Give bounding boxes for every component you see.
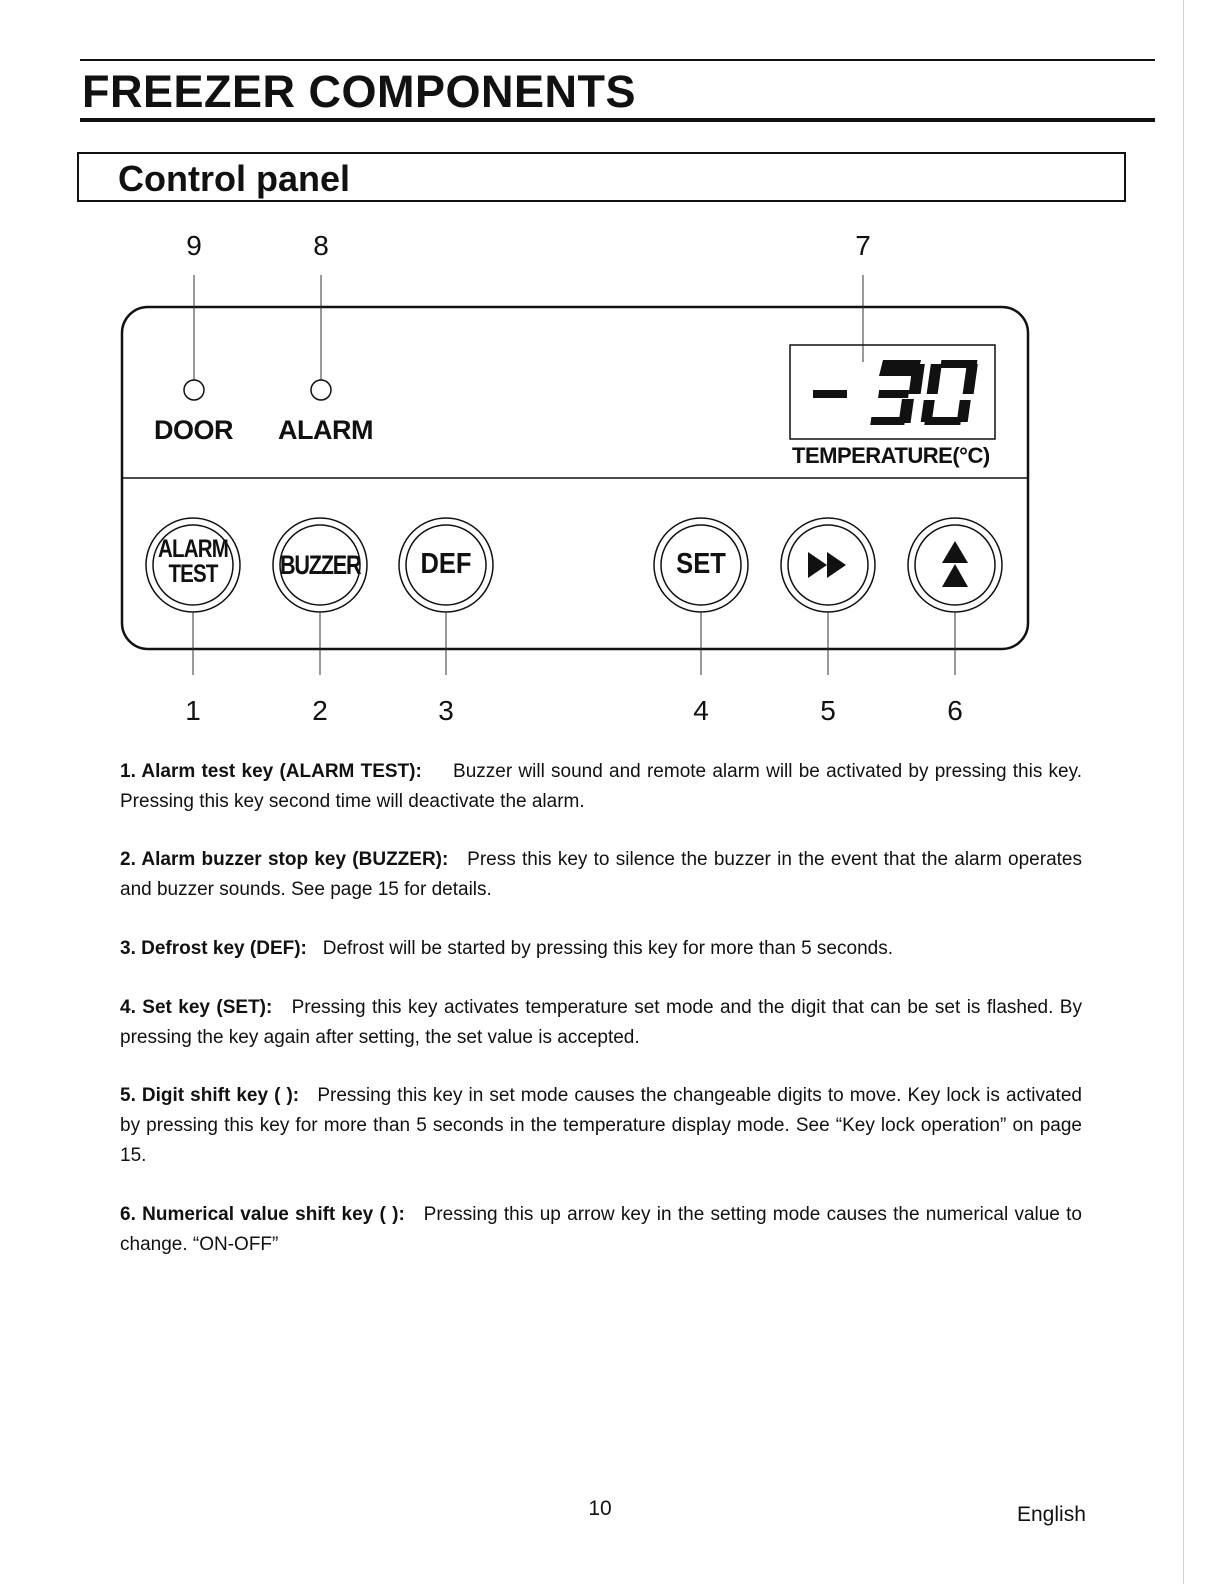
callout-2: 2 [312, 695, 328, 726]
callout-8: 8 [313, 230, 329, 261]
description-set [120, 993, 1082, 1053]
callout-1: 1 [185, 695, 201, 726]
set-button[interactable]: SET [676, 548, 726, 580]
description-heading: 4. Set key (SET): [120, 997, 273, 1018]
digit-shift-button[interactable] [781, 518, 875, 612]
alarm-test-label-line2: TEST [168, 560, 218, 588]
seven-segment-digits [813, 360, 978, 425]
description-heading: 2. Alarm buzzer stop key (BUZZER): [120, 849, 449, 870]
display-value-text [1, 1, 2, 2]
description-heading: 5. Digit shift key ( ): [120, 1085, 300, 1106]
description-alarm-test [120, 757, 1082, 817]
description-text: Pressing this key activates temperature set mode and the digit that can be set is flashed. By pressing the key again after setting, the set value is accepted. [120, 997, 1082, 1048]
description-text: Pressing this up arrow key in the setting mode causes the numerical value to change. “ON-OFF” [120, 1204, 1082, 1255]
description-text: Pressing this key in set mode causes the changeable digits to move. Key lock is activated by pressing this key for more than 5 seconds in the temperature display mode. See “Key lock operation” on page 15. [120, 1085, 1082, 1166]
temperature-label: TEMPERATURE(°C) [792, 443, 990, 468]
description-heading: 3. Defrost key (DEF): [120, 938, 307, 959]
description-heading: 1. Alarm test key (ALARM TEST): [120, 761, 422, 782]
def-button[interactable]: DEF [420, 548, 472, 580]
alarm-led-icon [311, 380, 331, 400]
alarm-test-label-line1: ALARM [158, 535, 228, 563]
section-title: Control panel [118, 158, 350, 199]
callout-5: 5 [820, 695, 836, 726]
value-shift-button[interactable] [908, 518, 1002, 612]
page-title: FREEZER COMPONENTS [82, 66, 637, 117]
callout-3: 3 [438, 695, 454, 726]
alarm-label: ALARM [278, 415, 373, 445]
control-panel-diagram [0, 0, 1224, 740]
alarm-test-button[interactable] [154, 537, 231, 587]
description-text: Buzzer will sound and remote alarm will be activated by pressing this key. Pressing this key second time will deactivate the alarm. [120, 761, 1082, 812]
description-text: Press this key to silence the buzzer in the event that the alarm operates and buzzer sounds. See page 15 for details. [120, 849, 1082, 900]
callout-6: 6 [947, 695, 963, 726]
digit-minus-segment [813, 390, 847, 398]
door-label: DOOR [154, 415, 233, 445]
door-led-icon [184, 380, 204, 400]
description-buzzer [120, 845, 1082, 905]
description-heading: 6. Numerical value shift key ( ): [120, 1204, 405, 1225]
description-digit-shift [120, 1081, 1082, 1171]
page-number: 10 [588, 1497, 612, 1520]
callout-7: 7 [855, 230, 871, 261]
callout-9: 9 [186, 230, 202, 261]
description-defrost [120, 934, 1082, 964]
callout-4: 4 [693, 695, 709, 726]
language-label: English [1017, 1503, 1086, 1526]
description-value-shift [120, 1200, 1082, 1260]
buzzer-button[interactable]: BUZZER [280, 550, 361, 580]
description-text: Defrost will be started by pressing this key for more than 5 seconds. [322, 938, 893, 959]
